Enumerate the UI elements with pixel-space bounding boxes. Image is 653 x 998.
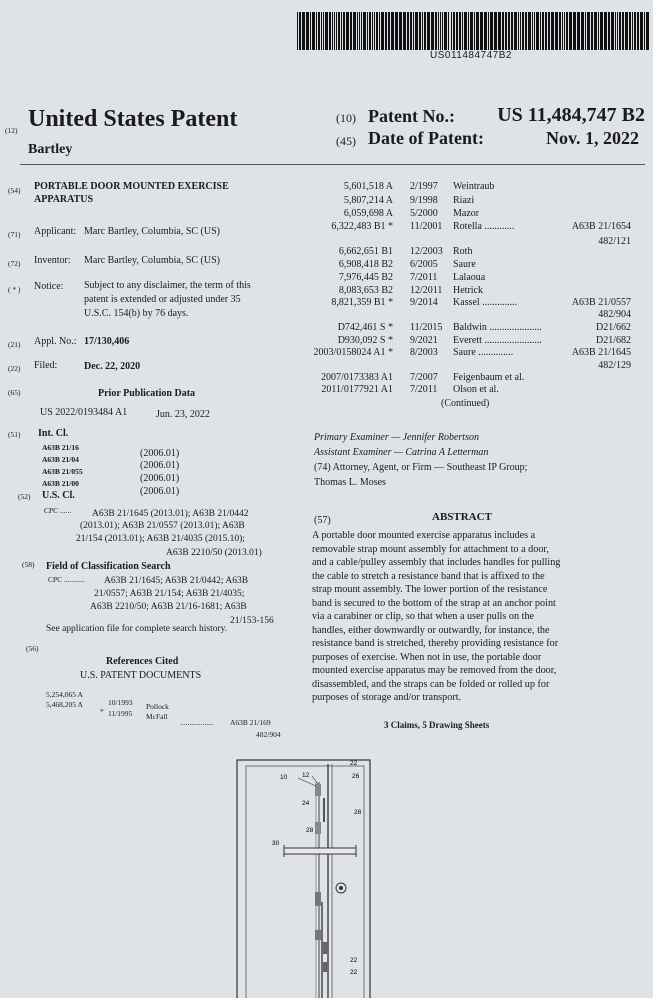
appl-label: Appl. No.:	[34, 336, 77, 347]
see-application: See application file for complete search history.	[46, 624, 228, 634]
drawing-label: 22	[350, 969, 358, 976]
barcode-bar	[440, 12, 441, 50]
code-10: (10)	[336, 111, 356, 125]
barcode-bar	[343, 12, 345, 50]
barcode-bar	[562, 12, 563, 50]
barcode-bar	[534, 12, 535, 50]
barcode-bar	[325, 12, 328, 50]
barcode-bar	[611, 12, 614, 50]
barcode-bar	[634, 12, 636, 50]
code-22: (22)	[8, 364, 21, 373]
ref-class-2: 482/121	[598, 236, 631, 247]
code-56: (56)	[26, 644, 39, 653]
barcode-bar	[476, 12, 479, 50]
fcs-line-2: 21/0557; A63B 21/154; A63B 21/4035;	[94, 589, 245, 599]
ref-date: 9/2021	[410, 335, 438, 346]
code-21: (21)	[8, 340, 21, 349]
ref-date: 9/1998	[410, 195, 438, 206]
ref-number: 5,601,518 A	[343, 181, 393, 192]
barcode-bar	[363, 12, 366, 50]
patent-no-label: Patent No.:	[368, 106, 455, 126]
barcode-bar	[525, 12, 527, 50]
barcode-bar	[536, 12, 539, 50]
prior-pub-heading: Prior Publication Data	[98, 388, 196, 399]
drawing-label: 28	[354, 809, 362, 816]
abstract-line: mounted exercise apparatus may be removed from the door,	[312, 665, 557, 676]
barcode-bar	[299, 12, 301, 50]
ref-name: Saure	[453, 259, 476, 270]
barcode-bar	[357, 12, 358, 50]
ref-number: 2007/0173383 A1	[321, 372, 393, 383]
ref-number: 5,807,214 A	[343, 195, 393, 206]
ref-number: 6,322,483 B1 *	[331, 221, 393, 232]
ref-name: Lalaoua	[453, 272, 486, 283]
attorney-line-1: (74) Attorney, Agent, or Firm — Southeast IP Group;	[314, 462, 528, 473]
ref-name: Roth	[453, 246, 473, 257]
fcs-line-3: A63B 2210/50; A63B 21/16-1681; A63B	[90, 602, 247, 612]
abstract-line: band is secured to the bottom of the strap at an anchor point	[312, 597, 556, 609]
ref-date: 11/1995	[108, 709, 133, 718]
ref-date: 7/2007	[410, 372, 438, 383]
barcode-bar	[353, 12, 356, 50]
barcode-bar	[361, 12, 362, 50]
barcode-bar	[470, 12, 473, 50]
barcode-bar	[448, 12, 449, 50]
applicant-label: Applicant:	[34, 226, 77, 237]
barcode-bar	[498, 12, 501, 50]
title-line-1: PORTABLE DOOR MOUNTED EXERCISE	[34, 181, 229, 192]
ref-name: Saure ..............	[453, 347, 514, 358]
barcode-bar	[379, 12, 380, 50]
code-51: (51)	[8, 430, 21, 439]
filed-date: Dec. 22, 2020	[84, 361, 141, 372]
barcode-bar	[490, 12, 493, 50]
anchor	[323, 962, 328, 972]
barcode-bar	[468, 12, 469, 50]
ref-number: 5,468,205 A	[46, 700, 83, 709]
barcode-bar	[346, 12, 349, 50]
barcode-bar	[528, 12, 531, 50]
barcode-bar	[518, 12, 519, 50]
barcode-bar	[422, 12, 423, 50]
code-45: (45)	[336, 134, 356, 148]
code-58: (58)	[22, 560, 35, 569]
ref-date: 12/2003	[410, 246, 443, 257]
barcode-bar	[438, 12, 439, 50]
fcs-line-4: 21/153-156	[230, 616, 274, 626]
notice-line-3: U.S.C. 154(b) by 76 days.	[84, 308, 189, 319]
carabiner-center	[339, 886, 343, 890]
barcode-bar	[427, 12, 430, 50]
barcode-bar	[532, 12, 533, 50]
abstract-line: handles, either downwardly or outwardly, for instance, the	[312, 624, 550, 636]
patent-date: Nov. 1, 2022	[545, 128, 639, 148]
ref-class-2: 482/904	[598, 309, 631, 320]
notice-line-1: Subject to any disclaimer, the term of this	[84, 280, 251, 291]
barcode-bar	[640, 12, 643, 50]
barcode-bar	[617, 12, 618, 50]
code-72: (72)	[8, 259, 21, 268]
primary-examiner: Primary Examiner — Jennifer Robertson	[314, 432, 479, 443]
ref-date: 5/2000	[410, 208, 438, 219]
ref-name: McFall	[146, 712, 168, 721]
drawing-label: 26	[352, 773, 360, 780]
ref-number: 6,059,698 A	[343, 208, 393, 219]
ref-number: D742,461 S *	[337, 322, 393, 333]
barcode-bar	[619, 12, 621, 50]
barcode-bar	[318, 12, 320, 50]
barcode-bar	[376, 12, 378, 50]
int-cl-version: (2006.01)	[140, 473, 180, 484]
barcode-bar	[625, 12, 628, 50]
abstract-line: disassembled, and the straps can be folded or rolled up for	[312, 678, 550, 690]
barcode-bar	[444, 12, 447, 50]
barcode-bar	[484, 12, 487, 50]
ref-name: Weintraub	[453, 181, 495, 192]
patent-number: US 11,484,747 B2	[497, 104, 645, 126]
barcode-bar	[591, 12, 593, 50]
ref-class: A63B 21/1645	[571, 347, 631, 358]
inventor-surname: Bartley	[28, 142, 73, 157]
barcode-bar	[600, 12, 603, 50]
ref-number: D930,092 S *	[337, 335, 393, 346]
abstract-line: purposes of storage and/or transport.	[312, 692, 462, 703]
barcode-bar	[622, 12, 624, 50]
clip	[315, 892, 321, 906]
ref-date: 11/2001	[410, 221, 443, 232]
leader-line	[298, 778, 316, 786]
ref-name: Baldwin .....................	[453, 322, 542, 333]
fcs-cpc-label: CPC ...........	[48, 575, 85, 584]
barcode-bar	[474, 12, 475, 50]
barcode-bar	[297, 12, 298, 50]
barcode-bar	[629, 12, 631, 50]
continued: (Continued)	[441, 398, 490, 409]
barcode-bar	[410, 12, 412, 50]
barcode-bar	[514, 12, 517, 50]
barcode-bar	[372, 12, 373, 50]
title-line-2: APPARATUS	[34, 194, 94, 205]
barcode-number: US011484747B2	[430, 50, 512, 61]
barcode-bar	[505, 12, 507, 50]
clip	[315, 930, 321, 940]
barcode-bar	[323, 12, 324, 50]
barcode-bar	[459, 12, 461, 50]
abstract-line: resistance band is stretched, thereby providing resistance for	[312, 638, 559, 649]
ref-date: 7/2011	[410, 384, 438, 395]
us-cl-label: U.S. Cl.	[42, 490, 75, 501]
cpc-line-1: A63B 21/1645 (2013.01); A63B 21/0442	[92, 509, 249, 519]
notice-label: Notice:	[34, 281, 64, 292]
barcode-bar	[388, 12, 390, 50]
barcode-bar	[604, 12, 607, 50]
barcode-bar	[462, 12, 463, 50]
cpc-line-2: (2013.01); A63B 21/0557 (2013.01); A63B	[80, 521, 245, 531]
ref-class-2: 482/129	[598, 360, 631, 371]
barcode-bar	[585, 12, 586, 50]
barcode-bar	[508, 12, 510, 50]
barcode-bar	[302, 12, 305, 50]
drawing-label: 28	[306, 827, 314, 834]
barcode-bar	[555, 12, 558, 50]
barcode-bar	[608, 12, 610, 50]
barcode-bar	[573, 12, 576, 50]
abstract-line: via a carabiner or clip, so that when a user pulls on the	[312, 611, 535, 622]
patent-drawing	[220, 752, 420, 998]
cpc-label: CPC ......	[44, 506, 72, 515]
barcode-bar	[442, 12, 443, 50]
ref-name: Everett .......................	[453, 335, 542, 346]
ref-name: Hetrick	[453, 285, 483, 296]
code-12: (12)	[5, 126, 18, 135]
barcode-bar	[403, 12, 406, 50]
barcode-bar	[336, 12, 337, 50]
abstract-line: and a cable/pulley assembly that includes handles for pulling	[312, 557, 561, 568]
ref-number: 6,908,418 B2	[338, 259, 393, 270]
field-search-label: Field of Classification Search	[46, 561, 171, 572]
barcode-bar	[306, 12, 309, 50]
barcode-bar	[424, 12, 426, 50]
code-57: (57)	[314, 515, 331, 526]
barcode-bar	[594, 12, 597, 50]
barcode-bar	[644, 12, 645, 50]
ref-name: Olson et al.	[453, 384, 499, 395]
barcode-bar	[551, 12, 554, 50]
drawing-label: 22	[350, 957, 358, 964]
barcode-bar	[637, 12, 639, 50]
barcode-bar	[453, 12, 455, 50]
barcode-bar	[332, 12, 333, 50]
header-divider	[20, 164, 645, 165]
ref-number: 8,083,653 B2	[338, 285, 393, 296]
barcode-bar	[587, 12, 590, 50]
barcode-bar	[502, 12, 504, 50]
ref-date: 12/2011	[410, 285, 443, 296]
barcode-bar	[435, 12, 437, 50]
barcode-bar	[577, 12, 580, 50]
barcode-bar	[540, 12, 541, 50]
applicant: Marc Bartley, Columbia, SC (US)	[84, 226, 221, 237]
code-notice: ( * )	[8, 285, 21, 294]
int-cl-code: A63B 21/00	[42, 479, 79, 488]
barcode-bar	[369, 12, 371, 50]
barcode-bar	[522, 12, 524, 50]
appl-number: 17/130,406	[84, 336, 130, 347]
int-cl-version: (2006.01)	[140, 448, 180, 459]
barcode-bar	[520, 12, 521, 50]
ref-number: 7,976,445 B2	[338, 272, 393, 283]
barcode-bar	[381, 12, 384, 50]
drawing-label: 24	[302, 800, 310, 807]
drawing-label: 22	[350, 760, 358, 767]
ref-class: D21/682	[596, 335, 631, 346]
ref-name: Mazor	[453, 208, 480, 219]
ref-name: Feigenbaum et al.	[453, 372, 525, 383]
barcode-bar	[407, 12, 409, 50]
barcode-bar	[451, 12, 452, 50]
refs-cited-heading: References Cited	[106, 656, 179, 667]
us-patent-docs-label: U.S. PATENT DOCUMENTS	[80, 670, 202, 681]
int-cl-version: (2006.01)	[140, 486, 180, 497]
claims-sheets: 3 Claims, 5 Drawing Sheets	[384, 720, 490, 730]
barcode-bar	[312, 12, 315, 50]
barcode-bar	[581, 12, 584, 50]
ref-dots: ..................	[180, 718, 214, 727]
ref-class-2: 482/904	[256, 730, 281, 739]
ref-name: Pollock	[146, 702, 169, 711]
barcode-bar	[415, 12, 418, 50]
barcode-bar	[511, 12, 513, 50]
filed-label: Filed:	[34, 360, 58, 371]
prior-pub-number: US 2022/0193484 A1	[40, 407, 128, 418]
code-65: (65)	[8, 388, 21, 397]
barcode-bar	[559, 12, 561, 50]
ref-number: 8,821,359 B1 *	[331, 297, 393, 308]
barcode-bar	[399, 12, 402, 50]
code-54: (54)	[8, 186, 21, 195]
leader-line	[312, 776, 318, 784]
ref-number: 6,662,651 B1	[338, 246, 393, 257]
barcode-bar	[321, 12, 322, 50]
barcode-bar	[548, 12, 550, 50]
barcode-bar	[542, 12, 544, 50]
barcode-bar	[385, 12, 387, 50]
code-71: (71)	[8, 230, 21, 239]
barcode-bar	[310, 12, 311, 50]
abstract-line: A portable door mounted exercise apparatus includes a	[312, 530, 536, 541]
ref-number: 2011/0177921 A1	[321, 384, 393, 395]
barcode-bar	[646, 12, 649, 50]
barcode-bar	[464, 12, 467, 50]
inventor: Marc Bartley, Columbia, SC (US)	[84, 255, 221, 266]
anchor	[323, 942, 328, 954]
barcode-bar	[488, 12, 489, 50]
barcode-bar	[480, 12, 483, 50]
ref-date: 9/2014	[410, 297, 438, 308]
int-cl-code: A63B 21/16	[42, 443, 79, 452]
barcode-bar	[391, 12, 394, 50]
barcode-bar	[431, 12, 434, 50]
inventor-label: Inventor:	[34, 255, 71, 266]
barcode-bar	[395, 12, 398, 50]
barcode-bar	[564, 12, 565, 50]
barcode-bar	[419, 12, 421, 50]
barcode-bar	[545, 12, 547, 50]
ref-class: D21/662	[596, 322, 631, 333]
ref-name: Kassel ..............	[453, 297, 518, 308]
ref-star: *	[100, 707, 104, 716]
int-cl-code: A63B 21/04	[42, 455, 79, 464]
barcode-bar	[598, 12, 599, 50]
drawing-label: 12	[302, 772, 310, 779]
ref-class: A63B 21/169	[230, 718, 271, 727]
abstract-line: the cable to stretch a resistance band that is affixed to the	[312, 570, 545, 582]
code-52: (52)	[18, 492, 31, 501]
prior-pub-date: Jun. 23, 2022	[156, 409, 210, 420]
notice-line-2: patent is extended or adjusted under 35	[84, 294, 241, 305]
barcode-bar	[569, 12, 572, 50]
abstract-line: removable strap mount assembly for attachment to a door,	[312, 543, 549, 555]
barcode-bar	[615, 12, 616, 50]
int-cl-code: A63B 21/055	[42, 467, 83, 476]
barcode-bar	[350, 12, 352, 50]
barcode-bar	[456, 12, 458, 50]
cpc-line-4: A63B 2210/50 (2013.01)	[166, 548, 262, 558]
int-cl-label: Int. Cl.	[38, 428, 69, 439]
ref-name: Riazi	[453, 195, 475, 206]
ref-date: 2/1997	[410, 181, 438, 192]
ref-number: 2003/0158024 A1 *	[313, 347, 393, 358]
fcs-line-1: A63B 21/1645; A63B 21/0442; A63B	[104, 576, 249, 586]
ref-date: 7/2011	[410, 272, 438, 283]
barcode-bar	[316, 12, 317, 50]
patent-title: United States Patent	[28, 106, 238, 132]
barcode-bar	[338, 12, 340, 50]
barcode-bar	[367, 12, 368, 50]
assistant-examiner: Assistant Examiner — Catrina A Letterman	[314, 447, 489, 458]
barcode	[297, 12, 649, 50]
cpc-line-3: 21/154 (2013.01); A63B 21/4035 (2015.10);	[76, 534, 245, 544]
ref-class: A63B 21/0557	[571, 297, 631, 308]
barcode-bar	[566, 12, 568, 50]
barcode-bar	[341, 12, 342, 50]
barcode-bar	[329, 12, 331, 50]
ref-date: 8/2003	[410, 347, 438, 358]
drawing-label: 10	[280, 774, 288, 781]
ref-number: 5,254,065 A	[46, 690, 83, 699]
abstract-heading: ABSTRACT	[432, 511, 492, 523]
pulley	[315, 822, 321, 834]
handle-bar	[284, 848, 356, 854]
abstract-line: strap mount assembly. The lower portion of the resistance	[312, 584, 548, 595]
ref-name: Rotella ............	[453, 221, 515, 232]
drawing-label: 30	[272, 840, 280, 847]
attorney-line-2: Thomas L. Moses	[314, 477, 386, 488]
barcode-bar	[334, 12, 335, 50]
int-cl-version: (2006.01)	[140, 460, 180, 471]
barcode-bar	[359, 12, 360, 50]
ref-date: 6/2005	[410, 259, 438, 270]
ref-date: 10/1993	[108, 698, 133, 707]
barcode-bar	[374, 12, 375, 50]
date-label: Date of Patent:	[368, 128, 484, 148]
ref-class: A63B 21/1654	[571, 221, 631, 232]
barcode-bar	[494, 12, 497, 50]
barcode-bar	[632, 12, 633, 50]
abstract-line: purposes of exercise. When not in use, the portable door	[312, 651, 542, 663]
barcode-bar	[413, 12, 414, 50]
ref-date: 11/2015	[410, 322, 443, 333]
